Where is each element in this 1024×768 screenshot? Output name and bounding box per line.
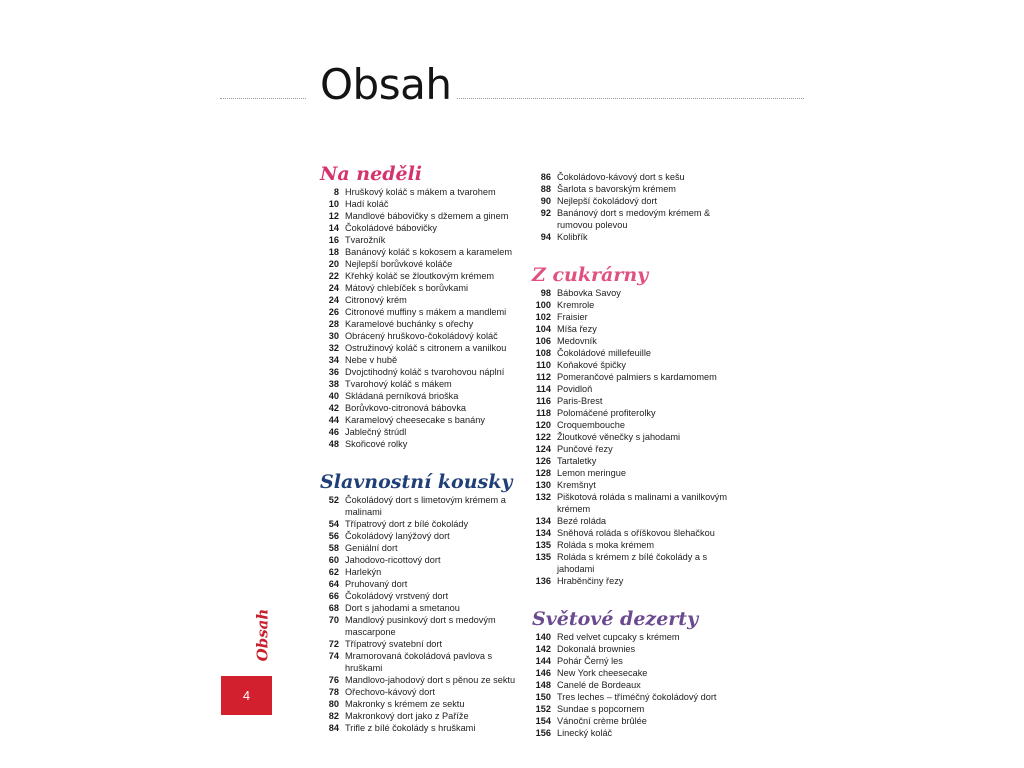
toc-entry-title: Borůvkovo-citronová bábovka: [345, 403, 467, 413]
toc-entry-title: Medovník: [557, 336, 597, 346]
toc-entry: [318, 186, 523, 198]
toc-entry: [530, 679, 740, 691]
toc-entry-page: 14: [328, 223, 339, 233]
toc-entry-page: 24: [328, 295, 339, 305]
toc-entry-page: 135: [535, 540, 551, 550]
toc-entry-page: 66: [328, 591, 339, 601]
toc-entry: [530, 183, 740, 195]
toc-entry-page: 44: [328, 415, 339, 425]
toc-entry-page: 40: [328, 391, 339, 401]
toc-entry: [530, 395, 740, 407]
toc-entry: [318, 578, 523, 590]
toc-entry: [530, 419, 740, 431]
toc-entry-page: 114: [536, 384, 551, 394]
toc-entry-page: 18: [328, 247, 339, 257]
toc-entry: [530, 311, 740, 323]
toc-entry: [530, 467, 740, 479]
toc-entry: [318, 638, 523, 650]
toc-entry-page: 102: [535, 312, 551, 322]
toc-entry: [318, 438, 523, 450]
toc-entry-page: 108: [535, 348, 551, 358]
section-slavnostni-kousky: [318, 470, 523, 734]
toc-entry-page: 70: [328, 615, 339, 625]
toc-entry-page: 156: [535, 728, 551, 738]
toc-entry: [318, 246, 523, 258]
toc-entry-page: 118: [536, 408, 551, 418]
toc-entry-page: 88: [540, 184, 551, 194]
toc-entry-title: Pohár Černý les: [557, 656, 623, 666]
toc-entry-page: 132: [535, 492, 551, 502]
toc-entry-title: Red velvet cupcaky s krémem: [557, 632, 680, 642]
toc-entry-page: 135: [535, 552, 551, 562]
toc-entry: [530, 231, 740, 243]
toc-entry-title: Geniální dort: [345, 543, 398, 553]
toc-entry-page: 122: [535, 432, 551, 442]
toc-entry: [530, 431, 740, 443]
toc-entry: [318, 602, 523, 614]
toc-entry-title: Ostružinový koláč s citronem a vanilkou: [345, 343, 507, 353]
toc-entry: [318, 330, 523, 342]
toc-entry: [530, 407, 740, 419]
toc-entry-title: Citronové muffiny s mákem a mandlemi: [345, 307, 507, 317]
toc-entry-title: Tartaletky: [557, 456, 597, 466]
side-label-text: Obsah: [253, 608, 271, 662]
toc-entry-page: 56: [328, 531, 339, 541]
toc-entry-title: Roláda s krémem z bílé čokolády a s jahodami: [557, 552, 708, 574]
toc-entry-title: Žloutkové věnečky s jahodami: [557, 432, 681, 442]
toc-entry-title: Tres leches – tříméčný čokoládový dort: [557, 692, 717, 702]
toc-entry-title: Mandlové bábovičky s džemem a ginem: [345, 211, 509, 221]
toc-entry: [530, 575, 740, 587]
toc-entry: [318, 354, 523, 366]
toc-entry-title: Canelé de Bordeaux: [557, 680, 641, 690]
toc-entry: [318, 650, 523, 674]
toc-entry: [318, 494, 523, 518]
toc-entry: [318, 342, 523, 354]
toc-entry-title: Čokoládové millefeuille: [557, 348, 651, 358]
toc-entry-title: Povidloň: [557, 384, 593, 394]
toc-entry-title: Bezé roláda: [557, 516, 607, 526]
toc-entry: [318, 210, 523, 222]
toc-entry-page: 68: [328, 603, 339, 613]
toc-entry-page: 98: [540, 288, 551, 298]
toc-entry-title: Croquembouche: [557, 420, 625, 430]
toc-entry-page: 58: [328, 543, 339, 553]
section-title: Světové dezerty: [532, 608, 699, 630]
toc-entry-title: Šarlota s bavorským krémem: [557, 184, 676, 194]
title-rule-left: [220, 98, 306, 99]
toc-entry-page: 60: [328, 555, 339, 565]
toc-entry-page: 92: [540, 208, 551, 218]
toc-entry-title: Karamelový cheesecake s banány: [345, 415, 485, 425]
toc-entry-page: 148: [535, 680, 551, 690]
toc-entry: [318, 698, 523, 710]
toc-entry-page: 146: [535, 668, 551, 678]
toc-entry-title: Sněhová roláda s oříškovou šlehačkou: [557, 528, 715, 538]
toc-entry-title: Paris-Brest: [557, 396, 603, 406]
page-number-tab: [221, 676, 272, 715]
toc-entry-page: 106: [535, 336, 551, 346]
toc-entry-title: Hraběnčiny řezy: [557, 576, 624, 586]
toc-entry: [530, 479, 740, 491]
toc-entry: [530, 691, 740, 703]
section-svetove-dezerty: [530, 607, 740, 739]
toc-entry-page: 72: [328, 639, 339, 649]
toc-entry-title: Harlekýn: [345, 567, 382, 577]
toc-entry: [318, 414, 523, 426]
toc-entry-page: 86: [540, 172, 551, 182]
toc-entry: [530, 347, 740, 359]
toc-entry-page: 74: [328, 651, 339, 661]
toc-entry: [530, 491, 740, 515]
toc-entry-page: 154: [535, 716, 551, 726]
toc-entry-page: 82: [328, 711, 339, 721]
toc-entry: [530, 299, 740, 311]
toc-entry-page: 100: [535, 300, 551, 310]
section-title: Z cukrárny: [532, 264, 649, 286]
toc-entry: [530, 727, 740, 739]
toc-entry: [530, 443, 740, 455]
toc-entry: [318, 530, 523, 542]
toc-entry: [318, 566, 523, 578]
toc-entry-page: 112: [536, 372, 551, 382]
toc-entry-page: 90: [540, 196, 551, 206]
toc-entry-page: 64: [328, 579, 339, 589]
toc-entry: [530, 667, 740, 679]
toc-entry-title: Jablečný štrúdl: [345, 427, 407, 437]
toc-entry-page: 116: [536, 396, 551, 406]
toc-entry-page: 84: [328, 723, 339, 733]
toc-entry-page: 104: [535, 324, 551, 334]
toc-entry-title: Hruškový koláč s mákem a tvarohem: [345, 187, 496, 197]
toc-entry-title: Karamelové buchánky s ořechy: [345, 319, 474, 329]
toc-entry-title: Pomerančové palmiers s kardamomem: [557, 372, 717, 382]
toc-entry-title: Nejlepší borůvkové koláče: [345, 259, 453, 269]
toc-entry-title: Lemon meringue: [557, 468, 626, 478]
toc-entry: [318, 294, 523, 306]
toc-entry-title: Mátový chlebíček s borůvkami: [345, 283, 469, 293]
toc-entry: [530, 527, 740, 539]
toc-entry-page: 32: [328, 343, 339, 353]
toc-entry-title: Skořicové rolky: [345, 439, 408, 449]
toc-entry: [318, 318, 523, 330]
toc-entry-title: Vánoční crème brûlée: [557, 716, 647, 726]
toc-entry: [318, 426, 523, 438]
toc-entry: [318, 554, 523, 566]
toc-entry-title: Kremšnyt: [557, 480, 596, 490]
toc-entry: [318, 366, 523, 378]
toc-entry: [318, 518, 523, 530]
toc-entry-page: 144: [535, 656, 551, 666]
toc-entry-page: 26: [328, 307, 339, 317]
toc-entry-title: Kremrole: [557, 300, 595, 310]
toc-column-right: [530, 171, 740, 739]
toc-entry: [530, 515, 740, 527]
section-title: Na neděli: [320, 163, 423, 185]
toc-column-left: [318, 162, 523, 734]
toc-entry: [530, 323, 740, 335]
toc-entry: [318, 306, 523, 318]
toc-entry: [530, 631, 740, 643]
toc-entry: [530, 539, 740, 551]
toc-entry-page: 120: [535, 420, 551, 430]
toc-entry: [318, 590, 523, 602]
toc-entry-page: 152: [535, 704, 551, 714]
toc-entry-title: Makronkový dort jako z Paříže: [345, 711, 469, 721]
toc-list: [530, 631, 740, 739]
toc-entry-title: Třípatrový svatební dort: [345, 639, 443, 649]
toc-entry-title: Koňakové špičky: [557, 360, 626, 370]
toc-entry: [530, 383, 740, 395]
toc-entry-page: 136: [535, 576, 551, 586]
toc-entry-title: Tvarožník: [345, 235, 386, 245]
toc-entry: [318, 614, 523, 638]
toc-entry-page: 34: [328, 355, 339, 365]
toc-entry: [530, 455, 740, 467]
toc-entry-title: Makronky s krémem ze sektu: [345, 699, 465, 709]
toc-entry: [530, 335, 740, 347]
toc-entry: [318, 198, 523, 210]
toc-entry-page: 140: [535, 632, 551, 642]
side-label: [253, 600, 271, 670]
toc-entry-title: Banánový koláč s kokosem a karamelem: [345, 247, 512, 257]
toc-entry: [530, 715, 740, 727]
toc-entry-page: 78: [328, 687, 339, 697]
toc-entry-title: Linecký koláč: [557, 728, 613, 738]
toc-entry-page: 38: [328, 379, 339, 389]
toc-entry-page: 42: [328, 403, 339, 413]
toc-entry-title: Kolibřík: [557, 232, 588, 242]
toc-entry-page: 36: [328, 367, 339, 377]
toc-entry: [530, 371, 740, 383]
toc-entry-title: Polomáčené profiterolky: [557, 408, 656, 418]
toc-entry-title: Dort s jahodami a smetanou: [345, 603, 460, 613]
toc-entry-title: Banánový dort s medovým krémem & rumovou polevou: [557, 208, 711, 230]
toc-entry-page: 10: [328, 199, 339, 209]
toc-entry-title: Křehký koláč se žloutkovým krémem: [345, 271, 495, 281]
toc-entry-page: 134: [535, 528, 551, 538]
toc-entry: [530, 655, 740, 667]
toc-list: [530, 287, 740, 587]
toc-entry-page: 124: [535, 444, 551, 454]
toc-entry: [318, 282, 523, 294]
toc-entry-title: Čokoládový lanýžový dort: [345, 531, 450, 541]
toc-entry-title: Pruhovaný dort: [345, 579, 408, 589]
toc-entry-title: Čokoládový dort s limetovým krémem a malinami: [345, 495, 506, 517]
toc-entry: [318, 722, 523, 734]
toc-entry: [530, 551, 740, 575]
toc-entry-title: Čokoládové bábovičky: [345, 223, 437, 233]
toc-entry-title: Sundae s popcornem: [557, 704, 645, 714]
toc-entry-page: 110: [536, 360, 551, 370]
toc-list: [318, 186, 523, 450]
toc-entry: [530, 287, 740, 299]
toc-entry: [318, 270, 523, 282]
toc-entry: [530, 359, 740, 371]
title-rule-right: [457, 98, 804, 99]
toc-entry: [530, 171, 740, 183]
toc-entry-page: 128: [535, 468, 551, 478]
toc-entry-page: 126: [535, 456, 551, 466]
section-na-nedeli: [318, 162, 523, 450]
toc-entry-page: 80: [328, 699, 339, 709]
toc-entry-page: 16: [328, 235, 339, 245]
toc-entry-title: Citronový krém: [345, 295, 407, 305]
toc-entry: [318, 542, 523, 554]
toc-entry-title: Dokonalá brownies: [557, 644, 636, 654]
toc-entry-title: Jahodovo-ricottový dort: [345, 555, 441, 565]
toc-entry-page: 24: [328, 283, 339, 293]
toc-entry-title: Fraisier: [557, 312, 588, 322]
toc-entry-title: Roláda s moka krémem: [557, 540, 655, 550]
toc-entry-page: 94: [540, 232, 551, 242]
toc-list: [530, 171, 740, 243]
toc-entry: [530, 703, 740, 715]
toc-entry: [318, 390, 523, 402]
toc-entry: [318, 258, 523, 270]
toc-entry-page: 30: [328, 331, 339, 341]
toc-entry: [318, 402, 523, 414]
toc-entry: [318, 378, 523, 390]
toc-entry-title: Piškotová roláda s malinami a vanilkovým krémem: [557, 492, 728, 514]
toc-entry-page: 28: [328, 319, 339, 329]
toc-entry-page: 8: [333, 187, 339, 197]
toc-entry-title: Hadí koláč: [345, 199, 389, 209]
toc-list: [318, 494, 523, 734]
toc-entry-title: Tvarohový koláč s mákem: [345, 379, 452, 389]
toc-entry-title: Nejlepší čokoládový dort: [557, 196, 658, 206]
toc-entry-page: 130: [535, 480, 551, 490]
page-number: 4: [242, 688, 251, 703]
toc-entry-page: 22: [328, 271, 339, 281]
toc-entry: [530, 643, 740, 655]
toc-entry-page: 20: [328, 259, 339, 269]
page-title: Obsah: [320, 60, 452, 109]
toc-entry-page: 52: [328, 495, 339, 505]
toc-entry-title: Dvojctihodný koláč s tvarohovou náplní: [345, 367, 505, 377]
toc-entry-title: Punčové řezy: [557, 444, 613, 454]
toc-entry: [318, 674, 523, 686]
toc-entry: [318, 222, 523, 234]
toc-entry-title: Skládaná perníková brioška: [345, 391, 459, 401]
toc-entry-title: Trifle z bílé čokolády s hruškami: [345, 723, 476, 733]
toc-entry-page: 134: [535, 516, 551, 526]
toc-entry-title: Obrácený hruškovo-čokoládový koláč: [345, 331, 498, 341]
toc-entry: [530, 207, 740, 231]
section-z-cukrarny: [530, 263, 740, 587]
toc-entry-title: Mramorovaná čokoládová pavlova s hruškami: [345, 651, 493, 673]
toc-entry: [318, 710, 523, 722]
toc-entry-title: Třípatrový dort z bílé čokolády: [345, 519, 469, 529]
toc-entry-page: 150: [535, 692, 551, 702]
toc-entry: [530, 195, 740, 207]
toc-entry-title: Bábovka Savoy: [557, 288, 621, 298]
toc-entry-page: 46: [328, 427, 339, 437]
toc-entry-title: Ořechovo-kávový dort: [345, 687, 435, 697]
toc-entry-title: New York cheesecake: [557, 668, 648, 678]
section-title: Slavnostní kousky: [320, 471, 513, 493]
toc-entry-title: Mandlovo-jahodový dort s pěnou ze sektu: [345, 675, 516, 685]
toc-entry-title: Čokoládový vrstvený dort: [345, 591, 449, 601]
toc-entry-title: Nebe v hubě: [345, 355, 398, 365]
toc-entry-page: 62: [328, 567, 339, 577]
toc-entry-page: 48: [328, 439, 339, 449]
toc-entry-page: 12: [328, 211, 339, 221]
toc-entry: [318, 686, 523, 698]
section-continued: [530, 171, 740, 243]
toc-entry-title: Čokoládovo-kávový dort s kešu: [557, 172, 685, 182]
toc-entry-title: Míša řezy: [557, 324, 597, 334]
toc-entry-title: Mandlový pusinkový dort s medovým mascarpone: [345, 615, 496, 637]
toc-entry: [318, 234, 523, 246]
toc-entry-page: 54: [328, 519, 339, 529]
toc-entry-page: 142: [535, 644, 551, 654]
toc-entry-page: 76: [328, 675, 339, 685]
